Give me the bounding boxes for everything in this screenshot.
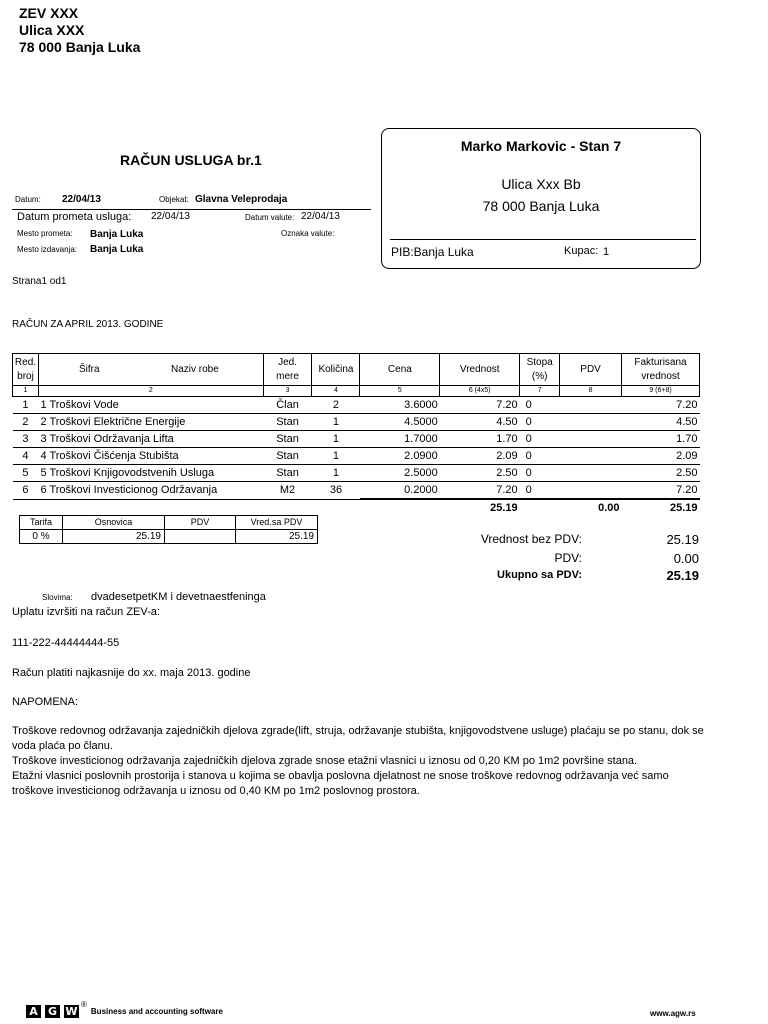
item-value: 2.50	[440, 465, 520, 482]
issue-place-label: Mesto izdavanja:	[17, 245, 78, 254]
item-rate: 0	[520, 414, 560, 431]
item-unit: Stan	[263, 448, 312, 465]
sender-city: 78 000 Banja Luka	[19, 39, 141, 55]
item-rate: 0	[520, 431, 560, 448]
item-value: 1.70	[440, 431, 520, 448]
index-cell: 9 (6+8)	[622, 386, 700, 397]
kupac-value: 1	[603, 246, 610, 258]
item-value: 2.09	[440, 448, 520, 465]
tax-header-pdv: PDV	[165, 516, 236, 530]
item-quantity: 1	[312, 465, 360, 482]
item-price: 2.5000	[360, 465, 440, 482]
logo-tagline: Business and accounting software	[90, 1007, 223, 1016]
tax-tarifa: 0 %	[20, 530, 63, 544]
index-cell: 6 (4x5)	[440, 386, 520, 397]
tax-table	[19, 515, 318, 544]
payment-instruction: Uplatu izvršiti na račun ZEV-a:	[12, 606, 160, 618]
index-cell: 1	[13, 386, 39, 397]
table-sum-row	[13, 499, 700, 516]
item-quantity: 2	[312, 397, 360, 414]
header-naziv: Naziv robe	[170, 364, 219, 375]
table-row	[13, 431, 700, 448]
header-stopa: Stopa (%)	[520, 354, 560, 386]
row-number: 4	[13, 448, 39, 465]
item-pdv	[560, 431, 622, 448]
item-price: 2.0900	[360, 448, 440, 465]
note-paragraph-1: Troškove redovnog održavanja zajedničkih djelova zgrade(lift, struja, održavanje stubišta, knjigovodstvene usluge) plaćaju se po stanu, dok se voda plaća po članu.	[12, 725, 704, 752]
items-table	[12, 353, 700, 516]
invoice-subtitle: RAČUN ZA APRIL 2013. GODINE	[12, 319, 164, 330]
value-date-label: Datum valute:	[245, 213, 295, 222]
table-index-row	[13, 386, 700, 397]
recipient-pib: PIB:Banja Luka	[391, 245, 474, 259]
index-cell: 2	[38, 386, 263, 397]
note-body	[12, 724, 712, 799]
item-name: 2 Troškovi Električne Energije	[38, 414, 263, 431]
header-kolicina: Količina	[312, 354, 360, 386]
row-number: 6	[13, 482, 39, 500]
total-value: 25.19	[666, 568, 699, 583]
item-name: 1 Troškovi Vode	[38, 397, 263, 414]
header-pdv: PDV	[560, 354, 622, 386]
recipient-divider	[390, 239, 696, 240]
header-cena: Cena	[360, 354, 440, 386]
item-pdv	[560, 482, 622, 500]
invoice-title: RAČUN USLUGA br.1	[120, 152, 262, 168]
row-number: 1	[13, 397, 39, 414]
item-rate: 0	[520, 448, 560, 465]
tax-vred-sa-pdv: 25.19	[236, 530, 318, 544]
header-jed: Jed. mere	[263, 354, 312, 386]
item-total: 7.20	[622, 482, 700, 500]
tax-header-row	[20, 516, 318, 530]
item-quantity: 1	[312, 448, 360, 465]
page-indicator: Strana1 od1	[12, 276, 67, 287]
item-rate: 0	[520, 397, 560, 414]
header-sifra-naziv	[38, 354, 263, 386]
base-label: Vrednost bez PDV:	[480, 532, 582, 546]
recipient-name: Marko Markovic - Stan 7	[460, 138, 622, 154]
item-total: 2.09	[622, 448, 700, 465]
item-unit: Stan	[263, 431, 312, 448]
item-total: 2.50	[622, 465, 700, 482]
item-price: 1.7000	[360, 431, 440, 448]
item-name: 5 Troškovi Knjigovodstvenih Usluga	[38, 465, 263, 482]
header-fakturisana: Fakturisana vrednost	[622, 354, 700, 386]
header-vrednost: Vrednost	[440, 354, 520, 386]
sender-name: ZEV XXX	[19, 5, 79, 21]
recipient-box	[381, 128, 701, 269]
payment-deadline: Račun platiti najkasnije do xx. maja 2013. godine	[12, 667, 251, 679]
total-label: Ukupno sa PDV:	[497, 569, 582, 581]
item-name: 4 Troškovi Čišćenja Stubišta	[38, 448, 263, 465]
logo-letter: G	[43, 1005, 60, 1018]
bank-account: 111-222-44444444-55	[12, 637, 120, 649]
index-cell: 4	[312, 386, 360, 397]
base-value: 25.19	[666, 532, 699, 547]
item-total: 4.50	[622, 414, 700, 431]
pdv-value: 0.00	[673, 551, 699, 566]
recipient-city: 78 000 Banja Luka	[482, 198, 600, 214]
header-divider	[12, 209, 371, 210]
item-pdv	[560, 414, 622, 431]
item-pdv	[560, 465, 622, 482]
item-quantity: 36	[312, 482, 360, 500]
registered-mark: ®	[81, 1000, 87, 1009]
date-value: 22/04/13	[62, 194, 101, 205]
value-date-value: 22/04/13	[301, 211, 340, 222]
table-row	[13, 465, 700, 482]
item-total: 7.20	[622, 397, 700, 414]
item-value: 7.20	[440, 397, 520, 414]
item-value: 4.50	[440, 414, 520, 431]
item-unit: Stan	[263, 465, 312, 482]
sum-total: 25.19	[622, 499, 700, 516]
item-pdv	[560, 397, 622, 414]
sender-street: Ulica XXX	[19, 22, 85, 38]
words-label: Slovima:	[42, 593, 73, 602]
place-label: Mesto prometa:	[17, 229, 73, 238]
recipient-street: Ulica Xxx Bb	[501, 176, 581, 192]
table-row	[13, 448, 700, 465]
logo-letter: W	[62, 1005, 79, 1018]
item-quantity: 1	[312, 431, 360, 448]
sum-pdv: 0.00	[560, 499, 622, 516]
header-red-broj: Red. broj	[13, 354, 39, 386]
service-date-label: Datum prometa usluga:	[17, 211, 132, 223]
place-value: Banja Luka	[90, 229, 144, 240]
table-row	[13, 397, 700, 414]
item-quantity: 1	[312, 414, 360, 431]
row-number: 3	[13, 431, 39, 448]
item-unit: Stan	[263, 414, 312, 431]
item-unit: M2	[263, 482, 312, 500]
item-price: 0.2000	[360, 482, 440, 500]
index-cell: 5	[360, 386, 440, 397]
table-row	[13, 482, 700, 500]
note-paragraph-2: Troškove investicionog održavanja zajedničkih djelova zgrade snose etažni vlasnici u iznosu od 0,20 KM po 1m2 površine stana.	[12, 755, 638, 767]
item-value: 7.20	[440, 482, 520, 500]
kupac-label: Kupac:	[564, 245, 599, 257]
amount-in-words: dvadesetpetKM i devetnaestfeninga	[91, 591, 266, 603]
object-label: Objekat:	[159, 195, 189, 204]
row-number: 5	[13, 465, 39, 482]
table-header-row	[13, 354, 700, 386]
tax-pdv	[165, 530, 236, 544]
item-unit: Član	[263, 397, 312, 414]
note-paragraph-3: Etažni vlasnici poslovnih prostorija i stanova u kojima se obavlja poslovna djelatnost ne snose troškove redovnog održavanja već samo troškove investicionog održavanja u iznosu od 0,40 KM po 1m2 poslovnog prostora.	[12, 770, 669, 797]
item-rate: 0	[520, 482, 560, 500]
currency-label: Oznaka valute:	[281, 229, 335, 238]
table-row	[13, 414, 700, 431]
index-cell: 8	[560, 386, 622, 397]
item-name: 3 Troškovi Održavanja Lifta	[38, 431, 263, 448]
tax-row	[20, 530, 318, 544]
object-value: Glavna Veleprodaja	[195, 194, 288, 205]
item-pdv	[560, 448, 622, 465]
index-cell: 3	[263, 386, 312, 397]
item-price: 3.6000	[360, 397, 440, 414]
tax-osnovica: 25.19	[63, 530, 165, 544]
note-heading: NAPOMENA:	[12, 696, 79, 708]
tax-header-osnovica: Osnovica	[63, 516, 165, 530]
footer-url: www.agw.rs	[650, 1009, 696, 1018]
index-cell: 7	[520, 386, 560, 397]
item-total: 1.70	[622, 431, 700, 448]
service-date-value: 22/04/13	[151, 211, 190, 222]
pdv-label: PDV:	[554, 551, 582, 565]
item-rate: 0	[520, 465, 560, 482]
sum-value: 25.19	[440, 499, 520, 516]
logo-letter: A	[26, 1005, 41, 1018]
tax-header-vred-sa-pdv: Vred.sa PDV	[236, 516, 318, 530]
item-price: 4.5000	[360, 414, 440, 431]
issue-place-value: Banja Luka	[90, 244, 144, 255]
tax-header-tarifa: Tarifa	[20, 516, 63, 530]
row-number: 2	[13, 414, 39, 431]
agw-logo	[26, 1000, 223, 1018]
date-label: Datum:	[15, 195, 41, 204]
header-sifra: Šifra	[78, 364, 100, 375]
item-name: 6 Troškovi Investicionog Održavanja	[38, 482, 263, 500]
